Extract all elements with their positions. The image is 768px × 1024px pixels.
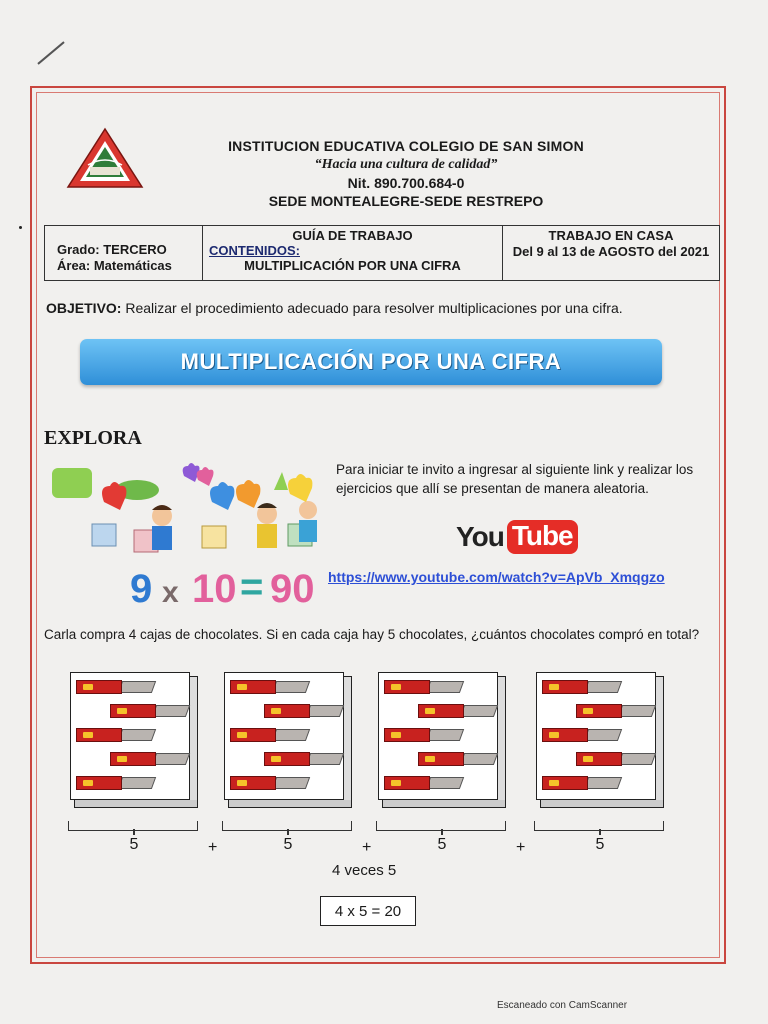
- veces-text: 4 veces 5: [332, 862, 397, 879]
- chocolate-wrapper: [230, 776, 276, 790]
- illus-eq-4: 90: [270, 567, 315, 610]
- illus-eq-2: 10: [192, 567, 237, 610]
- chocolate-bar: [418, 704, 498, 718]
- box-side: [344, 676, 352, 804]
- chocolate-wrapper: [542, 680, 588, 694]
- group-count: 5: [437, 836, 447, 853]
- chocolate-wrapper: [76, 680, 122, 694]
- chocolate-wrapper: [76, 728, 122, 742]
- group-count: 5: [129, 836, 139, 853]
- chocolate-bar: [76, 776, 156, 790]
- chocolate-bar: [384, 728, 464, 742]
- invite-text: Para iniciar te invito a ingresar al siguiente link y realizar los ejercicios que allí se presentan de manera aleatoria.: [336, 462, 694, 496]
- ink-dot: [19, 226, 22, 229]
- chocolate-box: [536, 672, 664, 808]
- chocolate-bar: [264, 752, 344, 766]
- chocolate-box: [224, 672, 352, 808]
- chocolate-bar: [418, 752, 498, 766]
- chocolate-bar: [576, 752, 656, 766]
- chocolate-piece: [272, 681, 310, 693]
- chocolate-piece: [152, 705, 190, 717]
- chocolate-wrapper: [384, 728, 430, 742]
- chocolate-piece: [426, 729, 464, 741]
- chocolate-piece: [460, 705, 498, 717]
- chocolate-piece: [618, 705, 656, 717]
- result-equation: 4 x 5 = 20: [320, 896, 416, 926]
- group-brace: [376, 821, 506, 831]
- fechas-text: Del 9 al 13 de AGOSTO del 2021: [512, 244, 710, 259]
- chocolate-bar: [230, 680, 310, 694]
- banner-title: MULTIPLICACIÓN POR UNA CIFRA: [180, 349, 562, 374]
- illus-eq-3: =: [240, 565, 264, 609]
- chocolate-piece: [584, 729, 622, 741]
- explora-heading: EXPLORA: [44, 427, 142, 449]
- group-count: 5: [595, 836, 605, 853]
- chocolate-bar: [384, 680, 464, 694]
- worksheet: [36, 92, 720, 958]
- chocolate-bar: [76, 680, 156, 694]
- chocolate-wrapper: [542, 776, 588, 790]
- chocolate-bar: [542, 776, 622, 790]
- contenidos-cell: [203, 226, 503, 280]
- chocolate-bar: [76, 728, 156, 742]
- chocolate-piece: [426, 777, 464, 789]
- info-table: [44, 225, 720, 281]
- chocolate-wrapper: [110, 752, 156, 766]
- chocolate-wrapper: [110, 704, 156, 718]
- chocolate-piece: [306, 753, 344, 765]
- chocolate-wrapper: [384, 776, 430, 790]
- chocolate-bar: [542, 728, 622, 742]
- box-bottom: [228, 800, 352, 808]
- box-bottom: [382, 800, 506, 808]
- chocolate-wrapper: [264, 752, 310, 766]
- chocolate-wrapper: [542, 728, 588, 742]
- chocolate-piece: [618, 753, 656, 765]
- fecha-cell: [503, 226, 719, 280]
- youtube-link[interactable]: https://www.youtube.com/watch?v=ApVb_Xmqgzo: [328, 569, 665, 585]
- box-bottom: [540, 800, 664, 808]
- school-header: [196, 138, 616, 209]
- chocolate-bar: [110, 752, 190, 766]
- contenidos-label: CONTENIDOS:: [209, 243, 300, 258]
- box-side: [498, 676, 506, 804]
- trabajo-text: TRABAJO EN CASA: [548, 228, 674, 243]
- chocolate-box: [378, 672, 506, 808]
- illus-eq-1: x: [162, 576, 179, 609]
- contenidos-value: MULTIPLICACIÓN POR UNA CIFRA: [244, 258, 461, 273]
- box-bottom: [74, 800, 198, 808]
- chocolate-wrapper: [576, 752, 622, 766]
- title-banner: [80, 339, 662, 385]
- group-count: 5: [283, 836, 293, 853]
- chocolate-piece: [152, 753, 190, 765]
- chocolate-bar: [542, 680, 622, 694]
- group-brace: [68, 821, 198, 831]
- kids-multiplication-illustration: [52, 460, 324, 610]
- youtube-tube-text: Tube: [507, 520, 578, 554]
- school-sede: SEDE MONTEALEGRE-SEDE RESTREPO: [268, 193, 544, 209]
- school-nit: Nit. 890.700.684-0: [347, 175, 465, 191]
- objetivo: [46, 300, 623, 316]
- plus-sign: +: [208, 839, 218, 856]
- box-side: [190, 676, 198, 804]
- chocolate-piece: [118, 681, 156, 693]
- plus-sign: +: [362, 839, 372, 856]
- guia-text: GUÍA DE TRABAJO: [292, 228, 413, 243]
- chocolate-wrapper: [418, 704, 464, 718]
- group-brace: [222, 821, 352, 831]
- chocolate-wrapper: [230, 728, 276, 742]
- group-brace: [534, 821, 664, 831]
- chocolate-piece: [426, 681, 464, 693]
- chocolate-piece: [272, 729, 310, 741]
- school-name: INSTITUCION EDUCATIVA COLEGIO DE SAN SIMON: [228, 138, 584, 154]
- chocolate-piece: [584, 777, 622, 789]
- chocolate-wrapper: [76, 776, 122, 790]
- pen-mark: [37, 41, 64, 64]
- chocolate-piece: [272, 777, 310, 789]
- chocolate-wrapper: [264, 704, 310, 718]
- objetivo-label: OBJETIVO:: [46, 300, 122, 316]
- chocolate-piece: [584, 681, 622, 693]
- chocolate-piece: [306, 705, 344, 717]
- school-logo: [66, 127, 144, 189]
- chocolate-wrapper: [230, 680, 276, 694]
- chocolate-piece: [460, 753, 498, 765]
- box-side: [656, 676, 664, 804]
- chocolate-bar: [264, 704, 344, 718]
- chocolate-wrapper: [384, 680, 430, 694]
- illus-eq-0: 9: [130, 567, 153, 610]
- chocolate-box: [70, 672, 198, 808]
- objetivo-text: Realizar el procedimiento adecuado para resolver multiplicaciones por una cifra.: [125, 300, 623, 316]
- youtube-you-text: You: [456, 521, 504, 552]
- grade-area-cell: [45, 226, 203, 280]
- youtube-logo[interactable]: [456, 520, 578, 554]
- chocolate-bar: [110, 704, 190, 718]
- problem-text: Carla compra 4 cajas de chocolates. Si en cada caja hay 5 chocolates, ¿cuántos chocolates compró en total?: [44, 627, 700, 642]
- chocolate-bar: [230, 728, 310, 742]
- grado-text: Grado: TERCERO: [57, 242, 167, 257]
- scanner-footer: Escaneado con CamScanner: [497, 1000, 628, 1011]
- school-motto: “Hacia una cultura de calidad”: [314, 157, 498, 172]
- chocolate-piece: [118, 777, 156, 789]
- chocolate-wrapper: [418, 752, 464, 766]
- chocolate-bar: [576, 704, 656, 718]
- chocolate-piece: [118, 729, 156, 741]
- chocolate-bar: [230, 776, 310, 790]
- plus-sign: +: [516, 839, 526, 856]
- area-text: Área: Matemáticas: [57, 258, 172, 273]
- chocolate-wrapper: [576, 704, 622, 718]
- chocolate-bar: [384, 776, 464, 790]
